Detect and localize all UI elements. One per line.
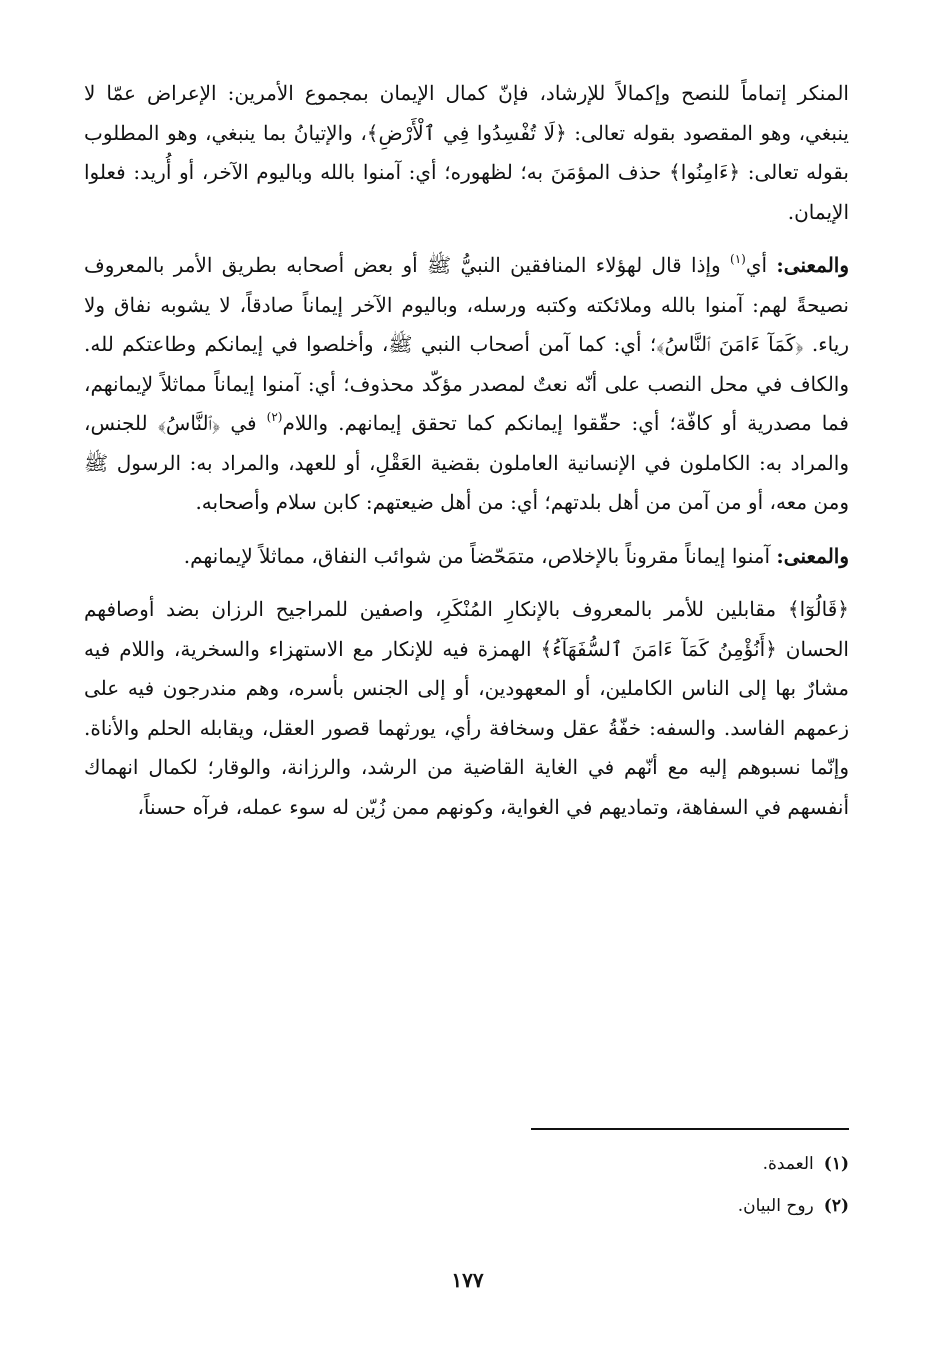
main-text: [84, 74, 849, 827]
paragraph-4: [84, 590, 849, 827]
paragraph-1: [84, 74, 849, 232]
paragraph-text-start: أي: [745, 253, 777, 277]
paragraph-text: وإذا قال لهؤلاء المنافقين النبيُّ ﷺ أو بعض أصحابه بطريق الأمر بالمعروف نصيحةً لهم: آمنوا بالله وملائكته وكتبه ورسله، وباليوم الآخر إيماناً صادقاً، لا يشوبه نفاق ولا رياء. ﴿كَمَآ ءَامَنَ ٱلنَّاسُ﴾؛ أي: كما آمن أصحاب النبي ﷺ، وأخلصوا في إيمانكم وطاعتكم لله. والكاف في محل النصب على أنّه نعتٌ لمصدر مؤكّد محذوف؛ أي: آمنوا إيماناً مماثلاً لإيمانهم، فما مصدرية أو كافّة؛ أي: حقّقوا إيمانكم كما تحقق إيمانهم. واللام: [84, 253, 849, 435]
footnote-1: [84, 1143, 849, 1185]
footnote-number: (١): [823, 1154, 849, 1174]
footnote-number: (٢): [823, 1196, 849, 1216]
page-number: ١٧٧: [451, 1268, 484, 1292]
footnote-ref-1[interactable]: (١): [730, 252, 746, 266]
footnote-text: العمدة.: [762, 1154, 814, 1174]
footnote-ref-2[interactable]: (٢): [266, 410, 283, 424]
paragraph-text-continued: في ﴿ٱلنَّاسُ﴾ للجنس، والمراد به: الكاملون في الإنسانية العاملون بقضية العَقْلِ، أو للعهد، والمراد به: الرسول ﷺ ومن معه، أو من آمن من أهل بلدتهم؛ أي: من أهل ضيعتهم: كابن سلام وأصحابه.: [84, 411, 849, 514]
footnote-2: [84, 1185, 849, 1227]
footnote-separator: [531, 1128, 849, 1130]
paragraph-3: [84, 537, 849, 577]
paragraph-2: [84, 246, 849, 523]
footnotes: [84, 1143, 849, 1227]
paragraph-lead: والمعنى:: [776, 253, 849, 277]
paragraph-text: المنكر إتماماً للنصح وإكمالاً للإرشاد، فإنّ كمال الإيمان بمجموع الأمرين: الإعراض عمّا لا ينبغي، وهو المقصود بقوله تعالى: ﴿لَا تُفْسِدُوا فِي ٱلْأَرْضِ﴾، والإتيانُ بما ينبغي، وهو المطلوب بقوله تعالى: ﴿ءَامِنُوا﴾ حذف المؤمَنَ به؛ لظهوره؛ أي: آمنوا بالله وباليوم الآخر، أو أُريد: فعلوا الإيمان.: [84, 81, 850, 224]
paragraph-lead: والمعنى:: [776, 543, 849, 568]
paragraph-text: ﴿قَالُوٓا﴾ مقابلين للأمر بالمعروف بالإنكارِ المُنْكَرِ، واصفين للمراجيح الرزان بضد أوصافهم الحسان ﴿أَنُؤْمِنُ كَمَآ ءَامَنَ ٱلسُّفَهَآءُ﴾ الهمزة فيه للإنكار مع الاستهزاء والسخرية، واللام فيه مشارٌ بها إلى الناس الكاملين، أو المعهودين، أو إلى الجنس بأسره، وهم مندرجون فيه على زعمهم الفاسد. والسفه: خفّةُ عقل وسخافة رأي، يورثهما قصور العقل، ويقابله الحلم والأناة. وإنّما نسبوهم إليه مع أنّهم في الغاية القاضية من الرشد، والرزانة، والوقار؛ لكمال انهماك أنفسهم في السفاهة، وتماديهم في الغواية، وكونهم ممن زُيّن له سوء عمله، فرآه حسناً،: [84, 597, 849, 819]
paragraph-text: آمنوا إيماناً مقروناً بالإخلاص، متمَحّضاً من شوائب النفاق، مماثلاً لإيمانهم.: [183, 543, 777, 568]
footnote-text: روح البيان.: [737, 1196, 814, 1216]
